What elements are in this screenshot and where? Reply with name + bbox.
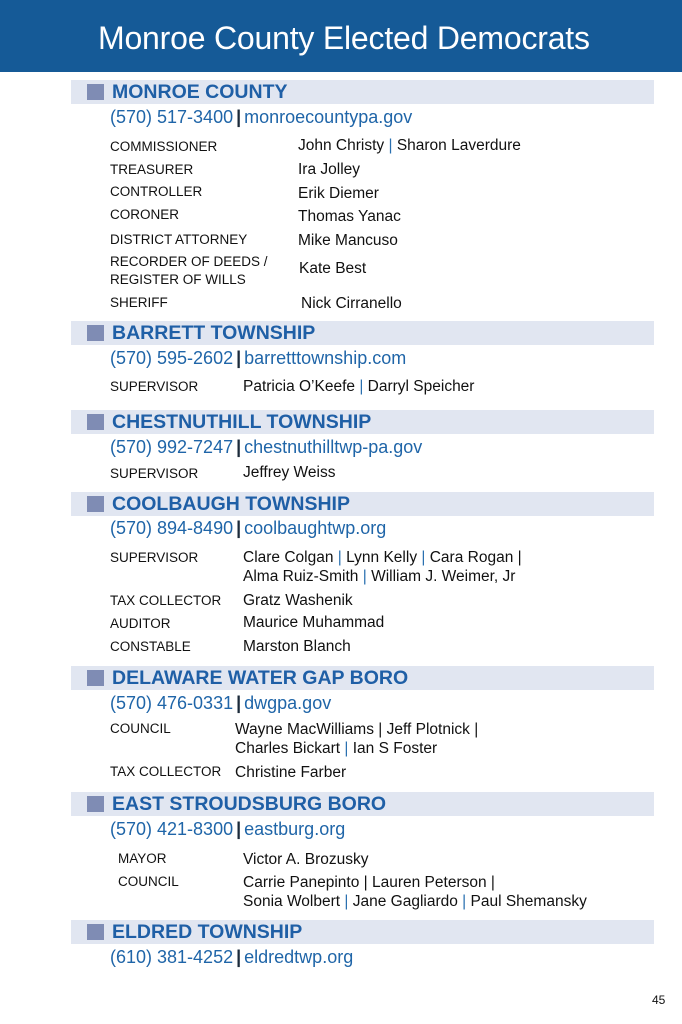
page-title: Monroe County Elected Democrats — [98, 20, 590, 56]
phone-number[interactable]: (570) 421-8300 — [110, 819, 234, 839]
official-name: John Christy — [298, 137, 385, 154]
section-title: ELDRED TOWNSHIP — [112, 921, 303, 943]
office-label: COUNCIL — [110, 721, 171, 736]
official-name: Sharon Laverdure — [396, 137, 521, 154]
office-label: SUPERVISOR — [110, 379, 199, 394]
section-contact: (570) 992-7247 | chestnuthilltwp-pa.gov — [110, 437, 423, 457]
official-name: Victor A. Brozusky — [243, 851, 369, 868]
website-link[interactable]: eldredtwp.org — [244, 947, 354, 967]
official-name: Mike Mancuso — [298, 232, 398, 249]
official-name: Maurice Muhammad — [243, 614, 385, 631]
official-name: Alma Ruiz-Smith — [243, 568, 359, 585]
section-header-monroe-county — [71, 80, 654, 104]
office-label: COUNCIL — [118, 874, 179, 889]
phone-number[interactable]: (570) 476-0331 — [110, 693, 234, 713]
office-label: CONSTABLE — [110, 639, 191, 654]
section-contact: (570) 517-3400 | monroecountypa.gov — [110, 107, 413, 127]
official-name: Nick Cirranello — [301, 295, 402, 312]
official-names: Alma Ruiz-Smith | William J. Weimer, Jr — [243, 568, 516, 585]
section-title: CHESTNUTHILL TOWNSHIP — [112, 411, 372, 433]
office-label: DISTRICT ATTORNEY — [110, 232, 248, 247]
section-title: MONROE COUNTY — [112, 81, 288, 103]
official-name: Charles Bickart — [235, 740, 341, 757]
office-label: RECORDER OF DEEDS / — [110, 254, 268, 269]
website-link[interactable]: chestnuthilltwp-pa.gov — [244, 437, 423, 457]
official-name: Gratz Washenik — [243, 592, 353, 609]
office-label: CORONER — [110, 207, 180, 222]
website-link[interactable]: dwgpa.gov — [244, 693, 332, 713]
official-name: Patricia O’Keefe — [243, 378, 355, 395]
phone-number[interactable]: (570) 992-7247 — [110, 437, 234, 457]
section-contact: (610) 381-4252 | eldredtwp.org — [110, 947, 354, 967]
square-bullet-icon — [87, 670, 104, 686]
section-header-coolbaugh-township — [71, 492, 654, 516]
square-bullet-icon — [87, 84, 104, 100]
section-title: DELAWARE WATER GAP BORO — [112, 667, 409, 689]
page-number: 45 — [652, 993, 666, 1007]
office-label: SUPERVISOR — [110, 466, 199, 481]
office-label: TAX COLLECTOR — [110, 593, 222, 608]
square-bullet-icon — [87, 924, 104, 940]
section-title: BARRETT TOWNSHIP — [112, 322, 316, 344]
section-header-barrett-township — [71, 321, 654, 345]
phone-number[interactable]: (610) 381-4252 — [110, 947, 234, 967]
section-contact: (570) 894-8490 | coolbaughtwp.org — [110, 518, 387, 538]
official-name: Clare Colgan — [243, 549, 334, 566]
page-banner — [0, 0, 682, 72]
office-label: CONTROLLER — [110, 184, 203, 199]
office-label: TAX COLLECTOR — [110, 764, 222, 779]
office-label: TREASURER — [110, 162, 194, 177]
section-contact: (570) 595-2602 | barretttownship.com — [110, 348, 407, 368]
official-name: Erik Diemer — [298, 185, 379, 202]
square-bullet-icon — [87, 325, 104, 341]
official-names: Sonia Wolbert | Jane Gagliardo | Paul Shemansky — [243, 893, 587, 910]
phone-number[interactable]: (570) 595-2602 — [110, 348, 234, 368]
official-name: Marston Blanch — [243, 638, 351, 655]
phone-number[interactable]: (570) 894-8490 — [110, 518, 234, 538]
official-name: Thomas Yanac — [298, 208, 401, 225]
office-label: COMMISSIONER — [110, 139, 218, 154]
office-label: SUPERVISOR — [110, 550, 199, 565]
official-name: Cara Rogan — [429, 549, 514, 566]
section-title: EAST STROUDSBURG BORO — [112, 793, 387, 815]
official-names: Wayne MacWilliams | Jeff Plotnick | — [235, 721, 479, 738]
official-name: Lynn Kelly — [346, 549, 418, 566]
section-header-delaware-water-gap-boro — [71, 666, 654, 690]
office-label: SHERIFF — [110, 295, 168, 310]
website-link[interactable]: barretttownship.com — [244, 348, 407, 368]
official-name: Lauren Peterson — [371, 874, 487, 891]
square-bullet-icon — [87, 496, 104, 512]
square-bullet-icon — [87, 796, 104, 812]
website-link[interactable]: monroecountypa.gov — [244, 107, 413, 127]
official-name: Sonia Wolbert — [243, 893, 341, 910]
official-name: Darryl Speicher — [367, 378, 475, 395]
official-name: Carrie Panepinto — [243, 874, 360, 891]
official-names: Clare Colgan | Lynn Kelly | Cara Rogan | — [243, 549, 522, 566]
official-name: Paul Shemansky — [470, 893, 587, 910]
official-name: Kate Best — [299, 260, 367, 277]
official-name: Ian S Foster — [352, 740, 438, 757]
section-contact: (570) 421-8300 | eastburg.org — [110, 819, 346, 839]
office-label: REGISTER OF WILLS — [110, 272, 246, 287]
official-names: Charles Bickart | Ian S Foster — [235, 740, 438, 757]
square-bullet-icon — [87, 414, 104, 430]
official-name: Christine Farber — [235, 764, 347, 781]
official-name: Wayne MacWilliams — [235, 721, 374, 738]
office-label: AUDITOR — [110, 616, 171, 631]
official-name: Ira Jolley — [298, 161, 361, 178]
phone-number[interactable]: (570) 517-3400 — [110, 107, 234, 127]
section-header-chestnuthill-township — [71, 410, 654, 434]
website-link[interactable]: coolbaughtwp.org — [244, 518, 387, 538]
official-name: Jeff Plotnick — [386, 721, 470, 738]
section-header-east-stroudsburg-boro — [71, 792, 654, 816]
section-header-eldred-township — [71, 920, 654, 944]
official-names: Carrie Panepinto | Lauren Peterson | — [243, 874, 495, 891]
section-title: COOLBAUGH TOWNSHIP — [112, 493, 350, 515]
website-link[interactable]: eastburg.org — [244, 819, 346, 839]
office-label: MAYOR — [118, 851, 167, 866]
official-name: Jeffrey Weiss — [243, 464, 336, 481]
official-names: Patricia O’Keefe | Darryl Speicher — [243, 378, 475, 395]
section-contact: (570) 476-0331 | dwgpa.gov — [110, 693, 332, 713]
official-names: John Christy | Sharon Laverdure — [298, 137, 521, 154]
official-name: William J. Weimer, Jr — [371, 568, 516, 585]
official-name: Jane Gagliardo — [352, 893, 458, 910]
